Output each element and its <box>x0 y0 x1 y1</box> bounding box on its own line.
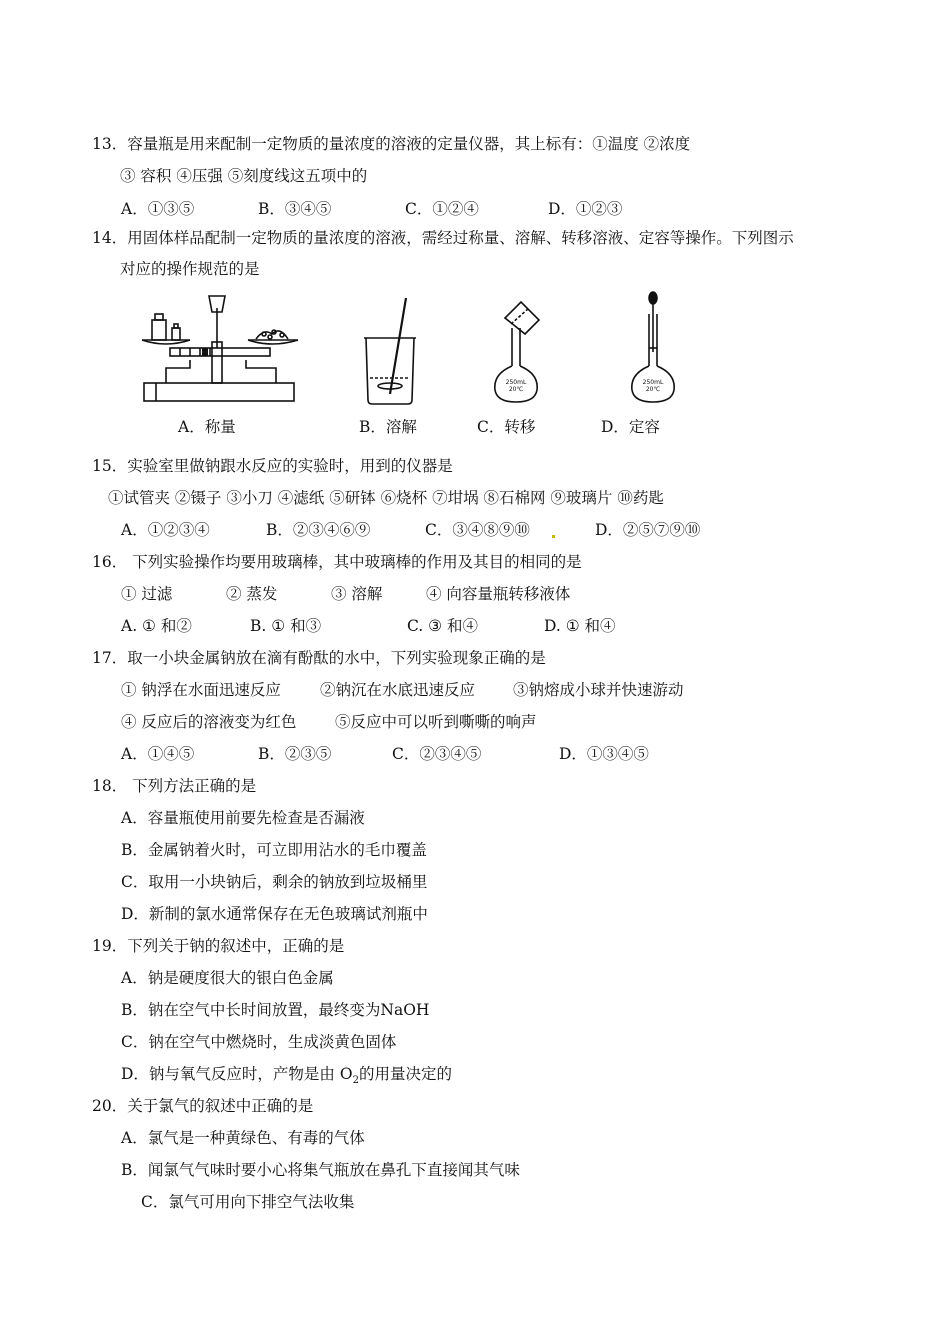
q17-phenomenon-5: ⑤反应中可以听到嘶嘶的响声 <box>335 713 537 731</box>
q18-option-a: A．容量瓶使用前要先检查是否漏液 <box>121 809 365 827</box>
flask-c-temp: 20℃ <box>508 386 524 393</box>
q17-option-d: D．①③④⑤ <box>559 745 649 763</box>
q17-phenomenon-1: ① 钠浮在水面迅速反应 <box>121 681 281 699</box>
q13-option-b: B．③④⑤ <box>258 200 332 218</box>
q20-stem: 20．关于氯气的叙述中正确的是 <box>92 1097 314 1115</box>
q14-caption-a: A．称量 <box>178 418 236 436</box>
q19-option-d-pre: D．钠与氧气反应时，产物是由 O <box>121 1065 353 1083</box>
q13-option-d: D．①②③ <box>548 200 623 218</box>
q19-stem: 19．下列关于钠的叙述中，正确的是 <box>92 937 345 955</box>
q20-option-b: B．闻氯气气味时要小心将集气瓶放在鼻孔下直接闻其气味 <box>121 1161 520 1179</box>
q14-stem-line1: 14．用固体样品配制一定物质的量浓度的溶液，需经过称量、溶解、转移溶液、定容等操作。下列图示 <box>92 229 794 247</box>
q16-option-a: A. ① 和② <box>121 617 192 635</box>
q18-option-c: C．取用一小块钠后，剩余的钠放到垃圾桶里 <box>121 873 428 891</box>
q16-item-2: ② 蒸发 <box>226 585 278 603</box>
q19-option-d-subscript: 2 <box>352 1075 359 1087</box>
q15-option-a: A．①②③④ <box>121 521 210 539</box>
q16-option-b: B. ① 和③ <box>250 617 322 635</box>
q13-option-a: A．①③⑤ <box>121 200 195 218</box>
q16-item-1: ① 过滤 <box>121 585 173 603</box>
flask-d-temp: 20℃ <box>645 386 661 393</box>
q19-option-d <box>121 1064 452 1091</box>
q14-stem-line2: 对应的操作规范的是 <box>120 260 260 278</box>
flask-d-volume: 250mL <box>642 379 664 386</box>
q20-option-a: A．氯气是一种黄绿色、有毒的气体 <box>121 1129 365 1147</box>
q16-item-4: ④ 向容量瓶转移液体 <box>426 585 571 603</box>
q17-option-b: B．②③⑤ <box>258 745 332 763</box>
q17-phenomenon-2: ②钠沉在水底迅速反应 <box>320 681 476 699</box>
beaker-figure <box>360 296 420 406</box>
q13-option-c: C．①②④ <box>405 200 479 218</box>
q14-caption-d: D．定容 <box>601 418 660 436</box>
q13-stem-line2: ③ 容积 ④压强 ⑤刻度线这五项中的 <box>120 167 368 185</box>
q15-stem: 15．实验室里做钠跟水反应的实验时，用到的仪器是 <box>92 457 453 475</box>
q19-option-a: A．钠是硬度很大的银白色金属 <box>121 969 334 987</box>
q14-caption-b: B．溶解 <box>359 418 417 436</box>
q20-option-c: C．氯气可用向下排空气法收集 <box>141 1193 355 1211</box>
q17-phenomenon-4: ④ 反应后的溶液变为红色 <box>121 713 297 731</box>
q17-phenomenon-3: ③钠熔成小球并快速游动 <box>513 681 684 699</box>
q18-stem: 18． 下列方法正确的是 <box>92 777 257 795</box>
q15-option-d: D．②⑤⑦⑨⑩ <box>595 521 701 539</box>
fixed-volume-figure <box>624 290 684 408</box>
q15-option-c: C．③④⑧⑨⑩ <box>425 521 530 539</box>
flask-c-volume: 250mL <box>505 379 527 386</box>
stray-mark <box>552 535 555 538</box>
q15-option-b: B．②③④⑥⑨ <box>266 521 371 539</box>
q17-option-a: A．①④⑤ <box>121 745 195 763</box>
q18-option-b: B．金属钠着火时，可立即用沾水的毛巾覆盖 <box>121 841 427 859</box>
q15-items: ①试管夹 ②镊子 ③小刀 ④滤纸 ⑤研钵 ⑥烧杯 ⑦坩埚 ⑧石棉网 ⑨玻璃片 ⑩药匙 <box>108 489 664 507</box>
q13-stem-line1: 13．容量瓶是用来配制一定物质的量浓度的溶液的定量仪器，其上标有：①温度 ②浓度 <box>92 135 691 153</box>
q18-option-d: D．新制的氯水通常保存在无色玻璃试剂瓶中 <box>121 905 428 923</box>
q19-option-b: B．钠在空气中长时间放置，最终变为NaOH <box>121 1001 430 1019</box>
q17-option-c: C．②③④⑤ <box>392 745 482 763</box>
q19-option-d-post: 的用量决定的 <box>358 1065 452 1083</box>
q19-option-c: C．钠在空气中燃烧时，生成淡黄色固体 <box>121 1033 397 1051</box>
q16-item-3: ③ 溶解 <box>331 585 383 603</box>
q14-caption-c: C．转移 <box>477 418 536 436</box>
q16-option-c: C. ③ 和④ <box>407 617 478 635</box>
balance-figure <box>136 290 306 406</box>
q16-option-d: D. ① 和④ <box>544 617 616 635</box>
transfer-figure <box>487 296 547 406</box>
q16-stem: 16． 下列实验操作均要用玻璃棒，其中玻璃棒的作用及其目的相同的是 <box>92 553 582 571</box>
q17-stem: 17．取一小块金属钠放在滴有酚酞的水中，下列实验现象正确的是 <box>92 649 546 667</box>
